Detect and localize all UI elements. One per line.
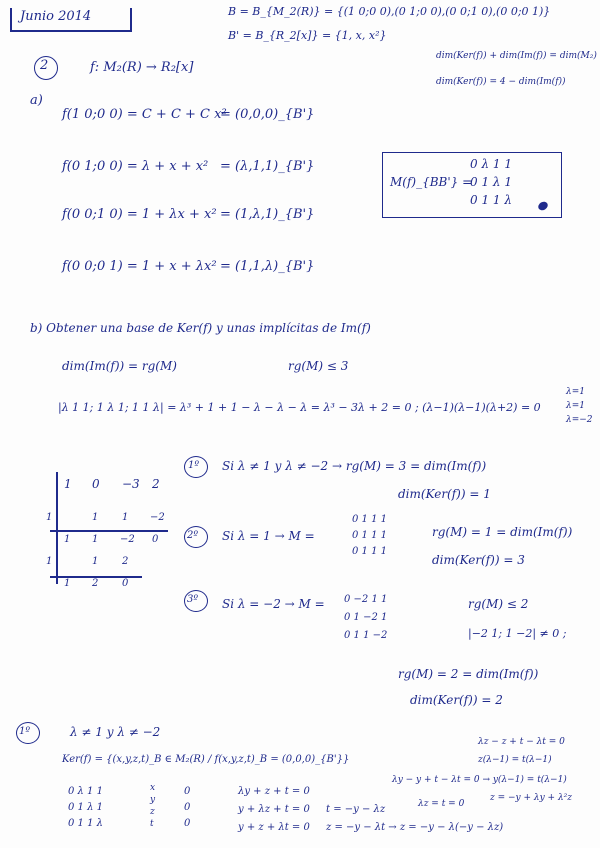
case-1-label: 1º	[188, 460, 200, 471]
ruffini-r2c4: −2	[150, 512, 165, 523]
page-title: Junio 2014	[20, 9, 92, 24]
ruffini-r3c2: 1	[92, 534, 99, 545]
solution-label: 1º	[19, 726, 31, 737]
case-1-sub: dim(Ker(f)) = 1	[398, 487, 491, 501]
ruffini-r1c4: 2	[152, 477, 160, 491]
problem-number: 2	[40, 58, 49, 73]
case-2-matrix-r2: 0 1 1 1	[352, 530, 387, 541]
root-1: λ=1	[566, 387, 585, 397]
rank-bound: rg(M) ≤ 3	[288, 359, 349, 373]
case-3-text: Si λ = −2 → M =	[222, 597, 325, 611]
case-3-sub4: dim(Ker(f)) = 2	[410, 693, 503, 707]
case-3-sub2: |−2 1; 1 −2| ≠ 0 ;	[468, 627, 567, 640]
dim-formula-1: dim(Ker(f)) + dim(Im(f)) = dim(M₂)	[436, 51, 597, 61]
matrix-row-2: 0 1 λ 1	[470, 175, 512, 189]
ruffini-r1c3: −3	[122, 477, 140, 491]
image-row-4-rhs: = (1,1,λ)_{B'}	[220, 259, 315, 274]
ruffini-div2: 1	[46, 556, 53, 567]
ruffini-r4c2: 1	[92, 556, 99, 567]
ruffini-div1: 1	[46, 512, 53, 523]
equation-3: y + z + λt = 0	[238, 822, 310, 833]
image-row-3-lhs: f(0 0;1 0) = 1 + λx + x²	[62, 207, 217, 222]
matrix-label: M(f)_{BB'} =	[390, 175, 473, 189]
case-2-text: Si λ = 1 → M =	[222, 529, 315, 543]
equation-2: y + λz + t = 0	[238, 804, 310, 815]
system-vec-z: z	[150, 807, 155, 817]
root-2: λ=1	[566, 401, 585, 411]
system-vec-t: t	[150, 819, 154, 829]
case-2-label: 2º	[187, 530, 199, 541]
ruffini-r5c2: 2	[92, 578, 99, 589]
case-3-label: 3º	[187, 594, 199, 605]
ruffini-vertical	[56, 472, 58, 584]
solve-line-1b: λz = t = 0	[418, 799, 465, 809]
image-row-3-rhs: = (1,λ,1)_{B'}	[220, 207, 315, 222]
matrix-row-1: 0 λ 1 1	[470, 157, 512, 171]
ruffini-r4c3: 2	[122, 556, 129, 567]
image-row-2-lhs: f(0 1;0 0) = λ + x + x²	[62, 159, 209, 174]
basis-b-prime: B' = B_{R_2[x]} = {1, x, x²}	[228, 29, 387, 42]
dim-formula-2: dim(Ker(f)) = 4 − dim(Im(f))	[436, 77, 566, 87]
ruffini-r1c2: 0	[92, 477, 100, 491]
equation-1: λy + z + t = 0	[238, 786, 310, 797]
ruffini-r5c3: 0	[122, 578, 129, 589]
part-a-label: a)	[30, 93, 43, 108]
solution-condition: λ ≠ 1 y λ ≠ −2	[70, 725, 161, 739]
root-3: λ=−2	[566, 415, 593, 425]
ruffini-r2c3: 1	[122, 512, 129, 523]
zero-vec-3: 0	[184, 818, 191, 829]
case-3-sub1: rg(M) ≤ 2	[468, 597, 529, 611]
case-3-sub3: rg(M) = 2 = dim(Im(f))	[398, 667, 539, 681]
image-row-2-rhs: = (λ,1,1)_{B'}	[220, 159, 315, 174]
ruffini-r5c1: 1	[64, 578, 71, 589]
case-3-matrix-r3: 0 1 1 −2	[344, 630, 388, 641]
solve-line-1: t = −y − λz	[326, 804, 386, 815]
part-b-label: b) Obtener una base de Ker(f) y unas implícitas de Im(f)	[30, 321, 371, 335]
right-note-2: z(λ−1) = t(λ−1)	[478, 755, 552, 765]
system-matrix-r1: 0 λ 1 1	[68, 786, 103, 797]
case-3-matrix-r1: 0 −2 1 1	[344, 594, 388, 605]
image-row-1-lhs: f(1 0;0 0) = C + C + C x²	[62, 107, 227, 122]
basis-b: B = B_{M_2(R)} = {(1 0;0 0),(0 1;0 0),(0 0;1 0),(0 0;0 1)}	[228, 5, 551, 18]
matrix-row-3: 0 1 1 λ	[470, 193, 512, 207]
ruffini-r3c3: −2	[120, 534, 135, 545]
ruffini-r2c2: 1	[92, 512, 99, 523]
case-2-sub1: rg(M) = 1 = dim(Im(f))	[432, 525, 573, 539]
right-note-1: λz − z + t − λt = 0	[478, 737, 565, 747]
ruffini-r3c1: 1	[64, 534, 71, 545]
linear-map: f: M₂(R) → R₂[x]	[90, 60, 194, 75]
system-matrix-r2: 0 1 λ 1	[68, 802, 103, 813]
determinant-line: |λ 1 1; 1 λ 1; 1 1 λ| = λ³ + 1 + 1 − λ − λ − λ = λ³ − 3λ + 2 = 0 ; (λ−1)(λ−1)(λ+2) = 0	[58, 401, 541, 414]
zero-vec-2: 0	[184, 802, 191, 813]
system-vec-x: x	[150, 783, 156, 793]
case-2-matrix-r1: 0 1 1 1	[352, 514, 387, 525]
image-row-4-lhs: f(0 0;0 1) = 1 + x + λx²	[62, 259, 217, 274]
case-1-text: Si λ ≠ 1 y λ ≠ −2 → rg(M) = 3 = dim(Im(f))	[222, 459, 487, 473]
dim-rank-line: dim(Im(f)) = rg(M)	[62, 359, 177, 373]
case-3-matrix-r2: 0 1 −2 1	[344, 612, 388, 623]
ruffini-r3c4: 0	[152, 534, 159, 545]
case-2-sub2: dim(Ker(f)) = 3	[432, 553, 525, 567]
zero-vec-1: 0	[184, 786, 191, 797]
right-note-3: λy − y + t − λt = 0 → y(λ−1) = t(λ−1)	[392, 775, 567, 785]
image-row-1-rhs: = (0,0,0)_{B'}	[220, 107, 315, 122]
ruffini-hline-1	[50, 530, 168, 532]
ruffini-r1c1: 1	[64, 477, 72, 491]
case-2-matrix-r3: 0 1 1 1	[352, 546, 387, 557]
kernel-definition: Ker(f) = {(x,y,z,t)_B ∈ M₂(R) / f(x,y,z,t)_B = (0,0,0)_{B'}}	[62, 754, 350, 765]
right-note-4: z = −y + λy + λ²z	[490, 793, 572, 803]
system-matrix-r3: 0 1 1 λ	[68, 818, 103, 829]
system-vec-y: y	[150, 795, 156, 805]
solve-line-2: z = −y − λt → z = −y − λ(−y − λz)	[326, 822, 504, 833]
